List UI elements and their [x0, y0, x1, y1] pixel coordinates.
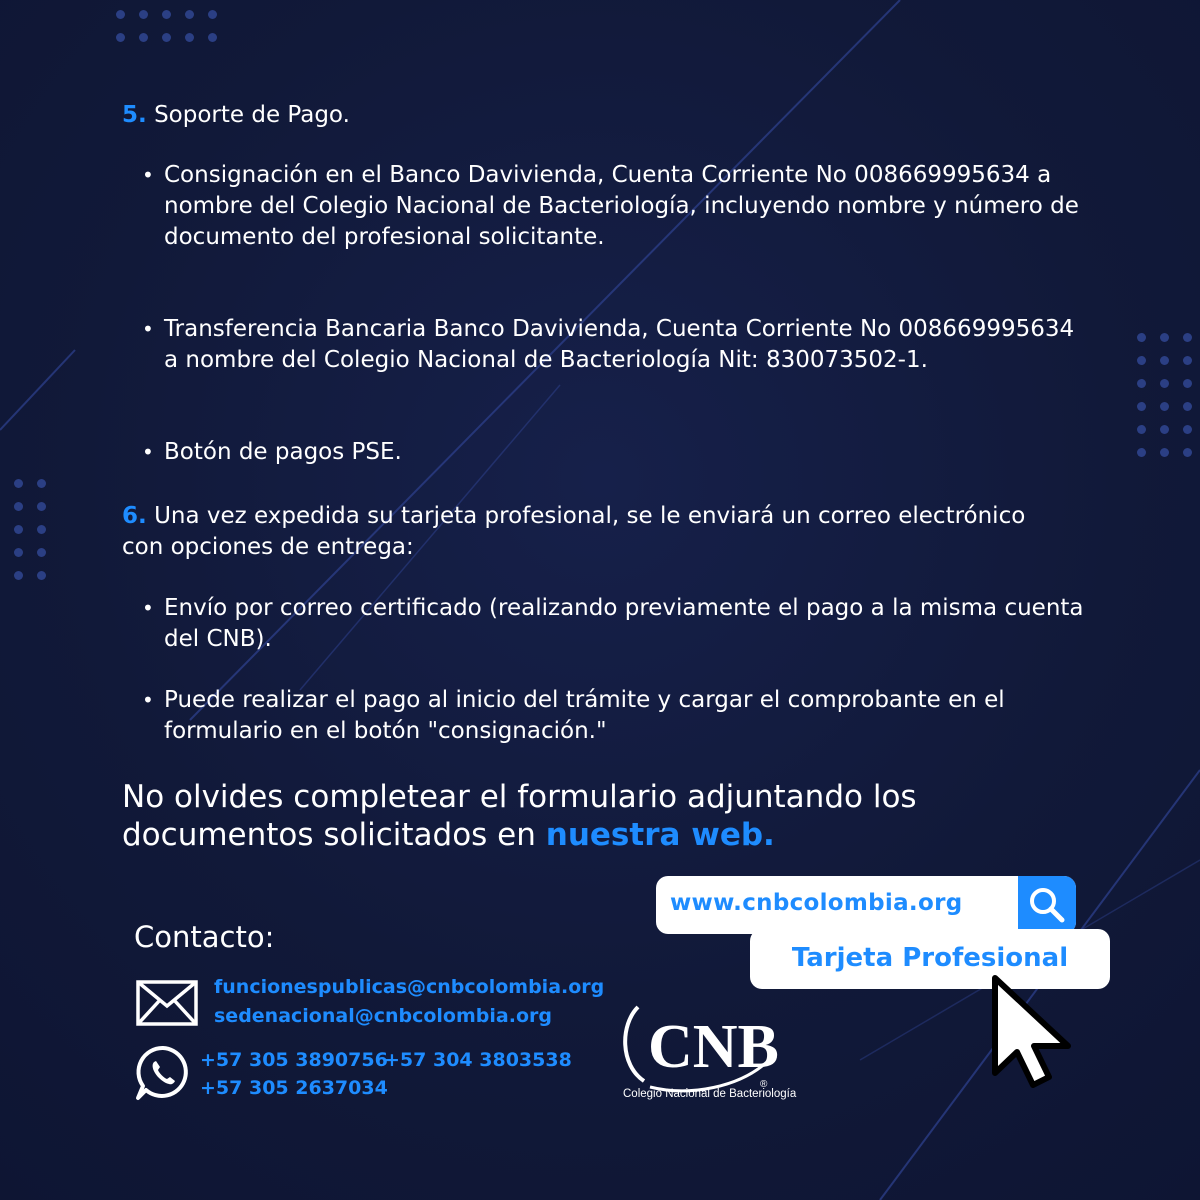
- email-link-2[interactable]: sedenacional@cnbcolombia.org: [214, 1005, 552, 1027]
- step5-bullet: • Botón de pagos PSE.: [164, 437, 1094, 468]
- registered-mark: ®: [760, 1079, 768, 1090]
- phone-link-3[interactable]: +57 305 2637034: [200, 1077, 388, 1099]
- step6-heading: [122, 501, 1042, 563]
- search-button[interactable]: [1018, 876, 1076, 934]
- mail-icon: [136, 980, 198, 1026]
- step6-number: 6.: [122, 503, 147, 529]
- step5-bullet: • Transferencia Bancaria Banco Davivienda, Cuenta Corriente No 008669995634 a nombre del Colegio Nacional de Bacteriología Nit: 830073502-1.: [164, 314, 1094, 376]
- step6-bullet: • Envío por correo certificado (realizando previamente el pago a la misma cuenta del CNB).: [164, 593, 1094, 655]
- step6-bullet: • Puede realizar el pago al inicio del trámite y cargar el comprobante en el formulario en el botón "consignación.": [164, 685, 1094, 747]
- dots-top: [116, 10, 217, 42]
- step5-bullet: • Consignación en el Banco Davivienda, Cuenta Corriente No 008669995634 a nombre del Colegio Nacional de Bacteriología, incluyendo nombre y número de documento del profesional solicitante.: [164, 160, 1094, 253]
- logo-letters: CNB: [648, 1013, 779, 1081]
- step5-number: 5.: [122, 102, 147, 128]
- step5-title: Soporte de Pago.: [154, 102, 350, 128]
- website-link-text[interactable]: nuestra web.: [545, 817, 775, 853]
- tarjeta-profesional-label: Tarjeta Profesional: [791, 943, 1069, 973]
- step6-title: Una vez expedida su tarjeta profesional, se le enviará un correo electrónico con opciones de entrega:: [122, 503, 1026, 560]
- logo-name: Colegio Nacional de Bacteriología: [623, 1088, 797, 1100]
- email-link-1[interactable]: funcionespublicas@cnbcolombia.org: [214, 976, 605, 998]
- dots-right: [1137, 333, 1192, 457]
- dots-left: [14, 479, 46, 580]
- reminder-note: [122, 778, 1022, 854]
- step5-heading: [122, 100, 1042, 131]
- phone-link-1[interactable]: +57 305 3890756: [200, 1049, 388, 1071]
- phone-link-2[interactable]: +57 304 3803538: [384, 1049, 572, 1071]
- mouse-pointer-icon: [990, 975, 1080, 1090]
- contact-heading: Contacto:: [134, 920, 275, 954]
- website-url[interactable]: www.cnbcolombia.org: [670, 890, 963, 916]
- reminder-text: No olvides completear el formulario adjuntando los documentos solicitados en: [122, 779, 917, 853]
- whatsapp-icon: [134, 1044, 192, 1102]
- search-icon: [1018, 876, 1076, 934]
- website-search-bar[interactable]: [656, 876, 1076, 934]
